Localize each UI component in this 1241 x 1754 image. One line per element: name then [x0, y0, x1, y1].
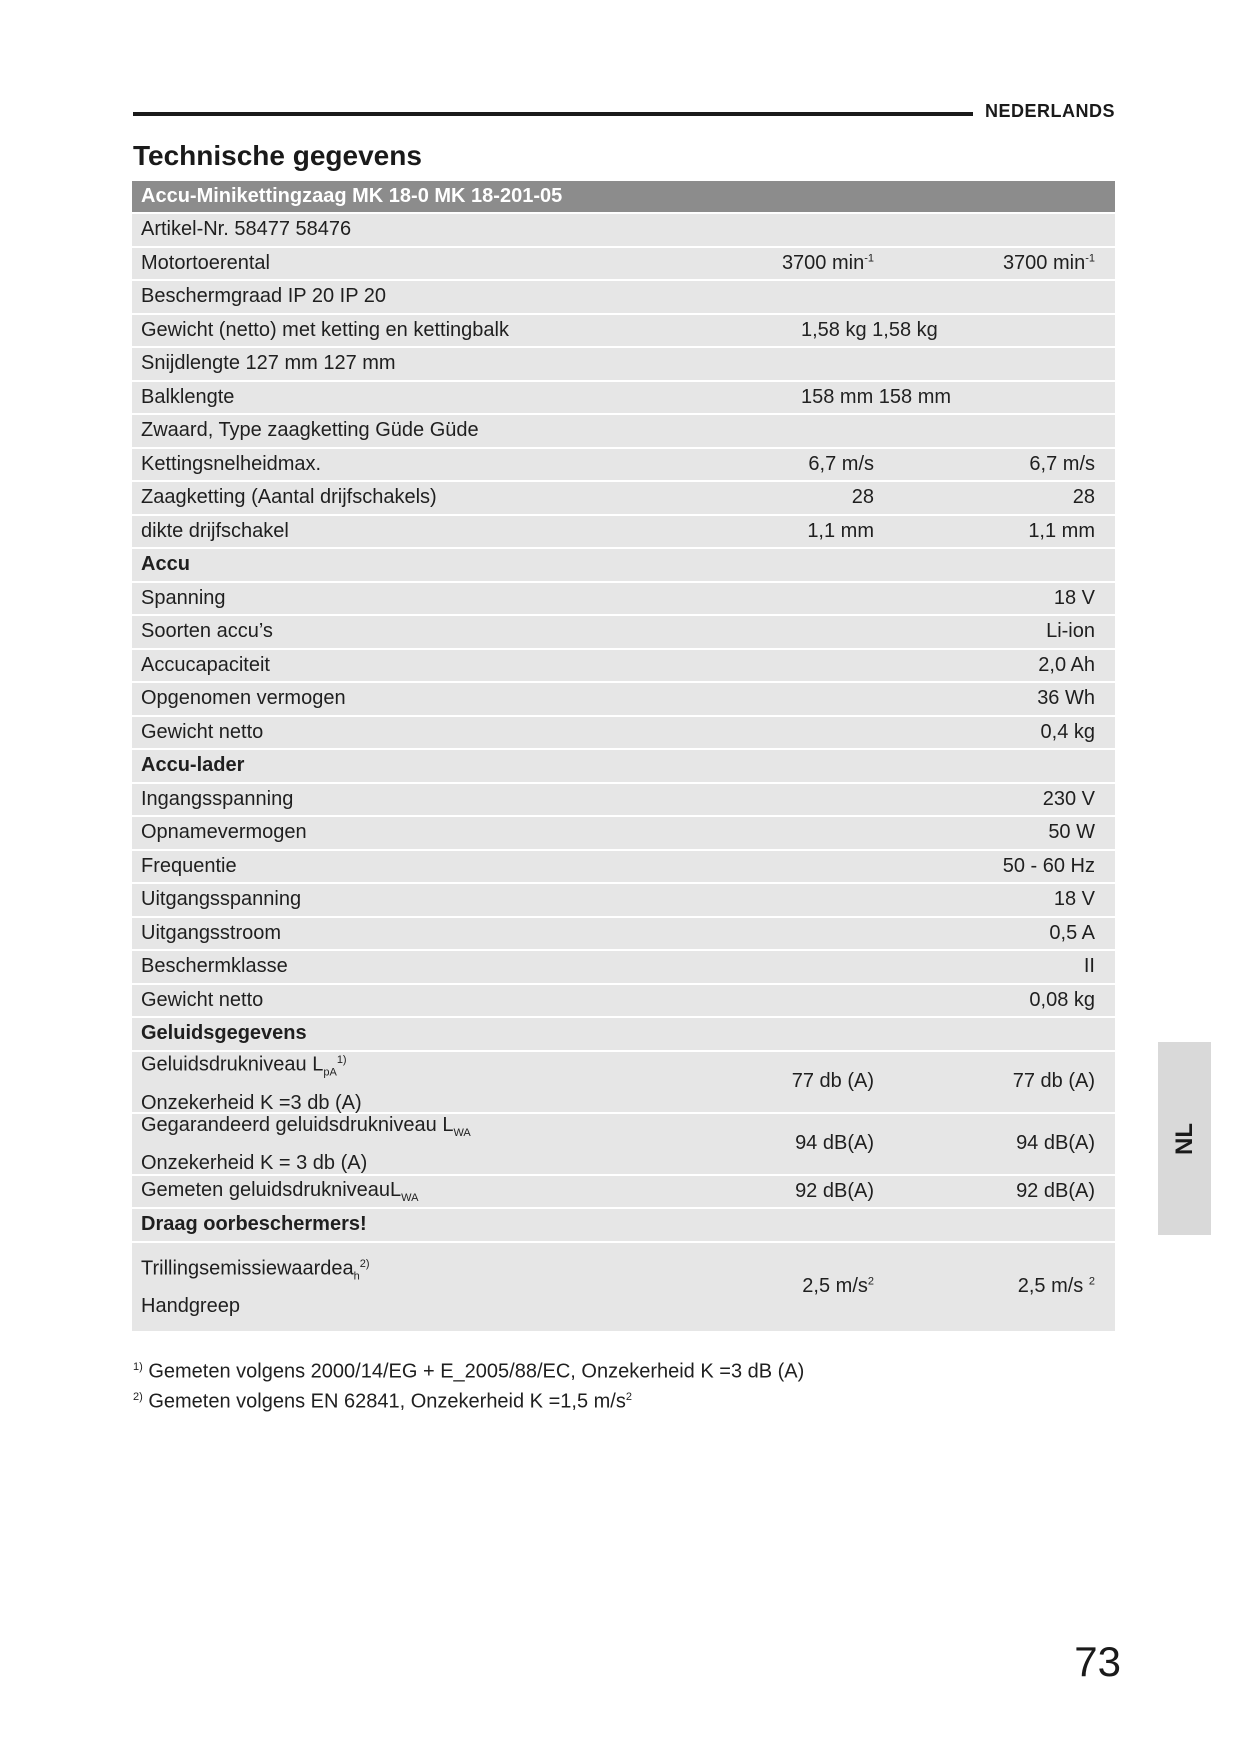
- row-label: Accu-lader: [141, 754, 245, 777]
- value-col-1: [641, 683, 894, 715]
- row-label-line: [141, 788, 293, 811]
- value-col-2-value: 28: [1072, 486, 1095, 509]
- row-label-cell: [132, 248, 639, 280]
- value-col-2-text: [1084, 955, 1095, 978]
- value-col-2: [896, 516, 1115, 548]
- value-col-1-value: 92 dB(A): [795, 1179, 874, 1202]
- row-label-2: Onzekerheid K = 3 db (A): [141, 1151, 368, 1174]
- row-label: Motortoerental: [141, 251, 270, 274]
- value-col-1-sup: 2: [867, 1275, 874, 1288]
- row-label-cell: [132, 616, 639, 648]
- row-label-cell: [132, 1114, 639, 1174]
- value-col-1: [641, 985, 894, 1017]
- header-rule: [133, 112, 973, 116]
- row-label: Ingangsspanning: [141, 787, 294, 810]
- value-col-1: [641, 1114, 894, 1174]
- table-row: [132, 415, 1115, 447]
- row-label-line: [141, 252, 270, 275]
- table-row: [132, 482, 1115, 514]
- row-label-line: [141, 855, 237, 878]
- row-label-sub: h: [353, 1270, 360, 1283]
- row-label: Gemeten geluidsdrukniveauL: [141, 1178, 402, 1201]
- row-label: Uitgangsstroom: [141, 921, 282, 944]
- value-col-1-text: [802, 1275, 874, 1298]
- row-label-line-2: [141, 1291, 240, 1321]
- row-merged-value: [641, 382, 1115, 414]
- value-col-1: [641, 516, 894, 548]
- value-col-2-value: 50 W: [1048, 821, 1095, 844]
- value-col-1-value: 94 dB(A): [795, 1132, 874, 1154]
- value-col-1-value: 28: [851, 486, 874, 509]
- row-label-line: [141, 687, 346, 710]
- value-col-2: [896, 1114, 1115, 1174]
- value-col-1: [641, 415, 894, 447]
- table-row: [132, 784, 1115, 816]
- value-col-2: [896, 449, 1115, 481]
- row-label-cell: [132, 516, 639, 548]
- value-col-2-value: 2,5 m/s: [1017, 1275, 1089, 1297]
- row-label-cell: [132, 817, 639, 849]
- row-label-cell: [132, 315, 639, 347]
- row-label-cell: [132, 650, 639, 682]
- value-col-1-text: [782, 252, 874, 275]
- row-label-cell: [132, 348, 1115, 380]
- value-col-2: [896, 583, 1115, 615]
- value-col-2-sup: 2: [1088, 1275, 1095, 1288]
- value-col-2: [896, 683, 1115, 715]
- value-col-2-value: 92 dB(A): [1016, 1179, 1095, 1202]
- row-label-line: [141, 989, 263, 1012]
- row-label: Opnamevermogen: [141, 821, 307, 844]
- table-row: [132, 616, 1115, 648]
- value-col-2: [896, 616, 1115, 648]
- row-label: Gewicht (netto) met ketting en kettingbalk: [141, 318, 509, 341]
- value-col-2-text: [1003, 855, 1095, 878]
- value-col-1: [641, 884, 894, 916]
- table-row: [132, 1243, 1115, 1331]
- value-col-1: [641, 784, 894, 816]
- value-col-2: [896, 951, 1115, 983]
- row-label-2: Onzekerheid K =3 db (A): [141, 1091, 362, 1114]
- row-label-cell: [132, 951, 639, 983]
- row-label-sub: WA: [453, 1126, 471, 1139]
- row-label-line: [141, 1179, 418, 1204]
- value-col-1: [641, 1176, 894, 1208]
- row-label: Beschermklasse: [141, 955, 288, 978]
- value-col-2-text: [1049, 922, 1095, 945]
- row-label-line: [141, 587, 226, 610]
- row-label: Geluidsgegevens: [141, 1022, 307, 1045]
- value-col-1: [641, 449, 894, 481]
- row-label-cell: [132, 382, 639, 414]
- table-row: [132, 382, 1115, 414]
- footnote-1-mark: 1): [133, 1361, 143, 1373]
- row-label-sub: WA: [401, 1191, 419, 1204]
- row-label: Soorten accu’s: [141, 620, 273, 643]
- row-label-line: [141, 1110, 471, 1148]
- value-col-2-value: 77 db (A): [1012, 1070, 1095, 1092]
- row-label-cell: [132, 583, 639, 615]
- row-label-cell: [132, 851, 639, 883]
- value-col-1: [641, 717, 894, 749]
- row-merged-value: [641, 315, 1115, 347]
- row-label-line: [141, 1249, 370, 1292]
- value-col-2-value: 6,7 m/s: [1029, 452, 1095, 475]
- value-col-2-text: [1029, 453, 1095, 476]
- row-label: Frequentie: [141, 854, 237, 877]
- value-col-2-text: [1003, 252, 1095, 275]
- table-row: [132, 1176, 1115, 1208]
- table-row: [132, 918, 1115, 950]
- row-value: 1,58 kg 1,58 kg: [801, 318, 938, 341]
- row-label-cell: [132, 415, 639, 447]
- value-col-2: [896, 717, 1115, 749]
- value-col-1: [641, 851, 894, 883]
- row-label-line: [141, 620, 273, 643]
- row-label: Accu: [141, 553, 190, 576]
- row-label: Spanning: [141, 586, 226, 609]
- value-col-1-value: 6,7 m/s: [808, 452, 874, 475]
- page-number: 73: [1074, 1638, 1121, 1685]
- row-label-cell: [132, 683, 639, 715]
- row-label-cell: [132, 985, 639, 1017]
- value-col-2-value: 2,0 Ah: [1038, 653, 1095, 676]
- value-col-1-value: 2,5 m/s: [802, 1275, 868, 1297]
- value-col-2-text: [1041, 721, 1095, 744]
- row-label-cell: [132, 214, 1115, 246]
- row-label: Zaagketting (Aantal drijfschakels): [141, 486, 437, 509]
- section-heading: [132, 1209, 1115, 1241]
- table-row: [132, 348, 1115, 380]
- value-col-2-text: [1029, 989, 1095, 1012]
- row-label-cell: [132, 717, 639, 749]
- table-row: [132, 583, 1115, 615]
- row-value: 158 mm 158 mm: [801, 385, 952, 408]
- value-col-2-text: [1073, 486, 1095, 509]
- value-col-1-text: [795, 1132, 874, 1155]
- value-col-2: [896, 918, 1115, 950]
- row-label: Geluidsdrukniveau L: [141, 1053, 324, 1076]
- value-col-2-text: [1054, 587, 1095, 610]
- table-row: [132, 315, 1115, 347]
- value-col-2: [896, 884, 1115, 916]
- row-label: Zwaard, Type zaagketting Güde Güde: [141, 419, 479, 442]
- row-label: Snijdlengte 127 mm 127 mm: [141, 352, 396, 375]
- value-col-2-value: Li-ion: [1046, 620, 1095, 643]
- value-col-2-value: 50 - 60 Hz: [1002, 854, 1095, 877]
- footnote-2-mark: 2): [133, 1390, 143, 1403]
- row-label: Opgenomen vermogen: [141, 687, 346, 710]
- language-tab[interactable]: [1158, 1042, 1211, 1235]
- row-label-sup: 1): [336, 1054, 347, 1067]
- value-col-2: [896, 784, 1115, 816]
- table-row: [132, 549, 1115, 581]
- row-label: Artikel-Nr. 58477 58476: [141, 218, 352, 241]
- table-row: [132, 851, 1115, 883]
- value-col-2: [896, 248, 1115, 280]
- value-col-2-text: [1016, 1132, 1095, 1155]
- table-row: [132, 516, 1115, 548]
- row-label: dikte drijfschakel: [141, 519, 289, 542]
- value-col-2: [896, 415, 1115, 447]
- value-col-2: [896, 1052, 1115, 1112]
- table-row: [132, 1209, 1115, 1241]
- row-label-cell: [132, 449, 639, 481]
- table-row: [132, 1052, 1115, 1112]
- value-col-2-text: [1046, 620, 1095, 643]
- footnotes: [133, 1355, 804, 1414]
- value-col-2-text: [1048, 821, 1095, 844]
- language-tab-label: NL: [1170, 1122, 1198, 1155]
- table-row: [132, 248, 1115, 280]
- table-row: [132, 750, 1115, 782]
- value-col-2: [896, 851, 1115, 883]
- row-label-line-2: [141, 1148, 367, 1178]
- value-col-1: [641, 616, 894, 648]
- row-label-line: [141, 955, 288, 978]
- language-label: NEDERLANDS: [984, 101, 1115, 121]
- value-col-2-value: 0,5 A: [1049, 921, 1095, 944]
- section-heading: [132, 549, 1115, 581]
- row-label-line: [141, 821, 307, 844]
- row-label: Trillingsemissiewaardea: [141, 1257, 354, 1280]
- row-label-line: [141, 486, 437, 509]
- value-col-2: [896, 817, 1115, 849]
- row-label-line: [141, 922, 281, 945]
- table-row: [132, 214, 1115, 246]
- row-label-line: [141, 654, 270, 677]
- footnote-2-sup: 2: [625, 1390, 632, 1403]
- table-row: [132, 281, 1115, 313]
- value-col-1-value: 3700 min: [781, 251, 865, 274]
- row-label: Gewicht netto: [141, 720, 264, 743]
- table-row: [132, 884, 1115, 916]
- row-label-cell: [132, 784, 639, 816]
- spec-table: [132, 181, 1115, 1333]
- value-col-2-text: [1038, 654, 1095, 677]
- value-col-2-text: [1054, 888, 1095, 911]
- table-row: [132, 449, 1115, 481]
- value-col-1-text: [792, 1070, 874, 1093]
- value-col-1: [641, 1243, 894, 1331]
- value-col-1: [641, 918, 894, 950]
- row-label: Beschermgraad IP 20 IP 20: [141, 285, 386, 308]
- row-label-line: [141, 419, 479, 442]
- table-row: [132, 985, 1115, 1017]
- row-label: Kettingsnelheidmax.: [141, 452, 322, 475]
- row-label-cell: [132, 482, 639, 514]
- value-col-1: [641, 248, 894, 280]
- value-col-2: [896, 1243, 1115, 1331]
- table-rows: [132, 214, 1115, 1331]
- value-col-2-value: 18 V: [1053, 888, 1095, 911]
- footnote-2: [133, 1385, 804, 1415]
- value-col-1-text: [807, 520, 874, 543]
- row-label: Accucapaciteit: [141, 653, 270, 676]
- row-label: Gewicht netto: [141, 988, 264, 1011]
- value-col-1-value: 1,1 mm: [807, 519, 874, 542]
- value-col-2-text: [1016, 1180, 1095, 1203]
- value-col-2-value: II: [1083, 955, 1095, 978]
- value-col-2-value: 230 V: [1042, 787, 1095, 810]
- row-label-cell: [132, 1243, 639, 1331]
- value-col-2-text: [1018, 1275, 1095, 1298]
- value-col-1: [641, 1052, 894, 1112]
- value-col-2: [896, 1176, 1115, 1208]
- value-col-1-sup: -1: [864, 252, 874, 265]
- row-label-cell: [132, 281, 1115, 313]
- row-label: Gegarandeerd geluidsdrukniveau L: [141, 1113, 454, 1136]
- footnote-1: [133, 1355, 804, 1385]
- footnote-1-text: Gemeten volgens 2000/14/EG + E_2005/88/EC, Onzekerheid K =3 dB (A): [148, 1360, 805, 1383]
- value-col-2-value: 3700 min: [1002, 251, 1086, 274]
- row-label-cell: [132, 1176, 639, 1208]
- row-label-2: Handgreep: [141, 1295, 240, 1318]
- row-label: Uitgangsspanning: [141, 888, 302, 911]
- row-label-cell: [132, 1052, 639, 1112]
- row-label-sub: pA: [323, 1066, 337, 1079]
- row-label-line: [141, 520, 289, 543]
- row-label-line: [141, 888, 301, 911]
- row-label-sup: 2): [359, 1257, 370, 1270]
- value-col-2-value: 0,08 kg: [1029, 988, 1095, 1011]
- value-col-1-value: 77 db (A): [791, 1070, 874, 1092]
- value-col-2: [896, 482, 1115, 514]
- footnote-2-text: Gemeten volgens EN 62841, Onzekerheid K =1,5 m/s: [148, 1390, 626, 1413]
- row-label: Balklengte: [141, 385, 235, 408]
- value-col-2-text: [1028, 520, 1095, 543]
- row-label: Draag oorbeschermers!: [141, 1213, 367, 1236]
- value-col-1-text: [808, 453, 874, 476]
- value-col-2-value: 1,1 mm: [1028, 519, 1095, 542]
- value-col-2-text: [1037, 687, 1095, 710]
- value-col-1: [641, 482, 894, 514]
- page-title: Technische gegevens: [133, 140, 422, 171]
- value-col-1-text: [795, 1180, 874, 1203]
- table-row: [132, 683, 1115, 715]
- row-label-line: [141, 1045, 347, 1088]
- value-col-2-value: 36 Wh: [1037, 687, 1095, 710]
- value-col-1: [641, 951, 894, 983]
- row-label-line: [141, 453, 321, 476]
- table-row: [132, 1114, 1115, 1174]
- value-col-1: [641, 650, 894, 682]
- table-row: [132, 951, 1115, 983]
- value-col-2-value: 94 dB(A): [1016, 1132, 1095, 1154]
- table-row: [132, 817, 1115, 849]
- value-col-2-text: [1013, 1070, 1095, 1093]
- value-col-2: [896, 985, 1115, 1017]
- row-label-line: [141, 721, 263, 744]
- table-heading: Accu-Minikettingzaag MK 18-0 MK 18-201-05: [132, 181, 1115, 212]
- row-label-cell: [132, 884, 639, 916]
- table-row: [132, 650, 1115, 682]
- value-col-1: [641, 583, 894, 615]
- value-col-2-value: 18 V: [1053, 586, 1095, 609]
- value-col-2-value: 0,4 kg: [1040, 720, 1095, 743]
- section-heading: [132, 750, 1115, 782]
- value-col-2: [896, 650, 1115, 682]
- value-col-1: [641, 817, 894, 849]
- value-col-1-text: [852, 486, 874, 509]
- value-col-2-text: [1043, 788, 1095, 811]
- table-row: [132, 717, 1115, 749]
- value-col-2-sup: -1: [1085, 252, 1095, 265]
- row-label-cell: [132, 918, 639, 950]
